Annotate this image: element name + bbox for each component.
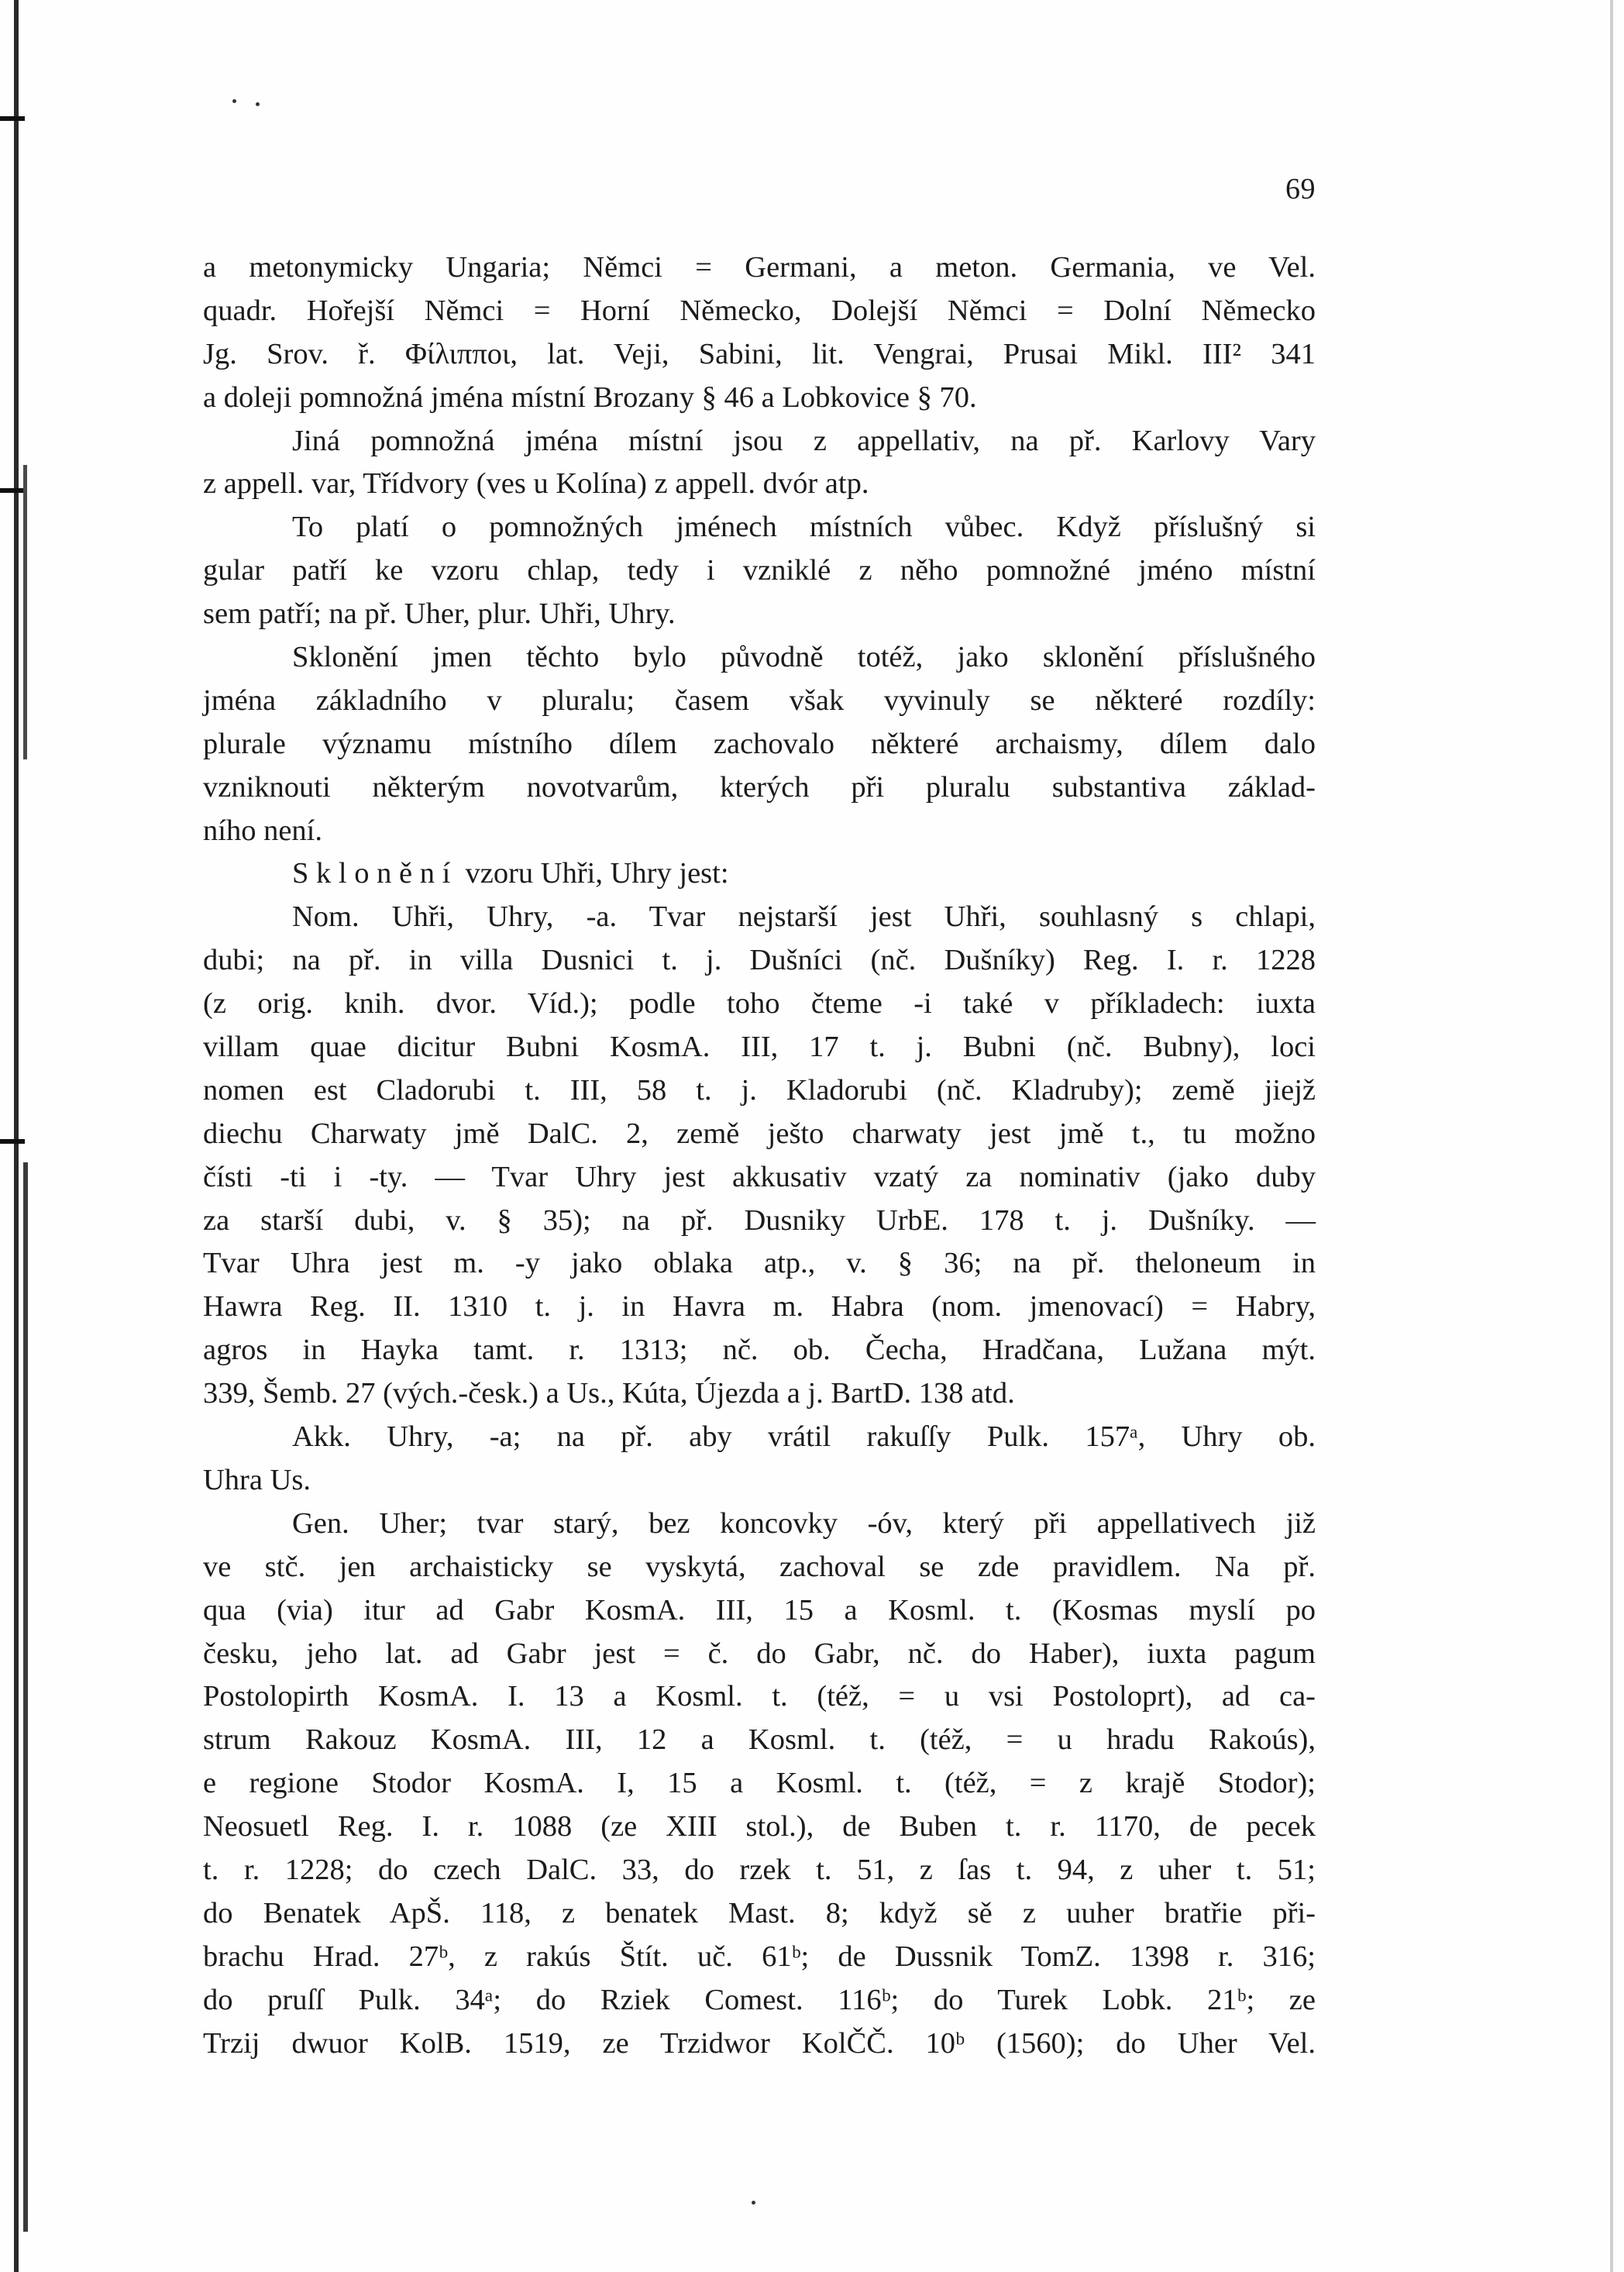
text-line: Hawra Reg. II. 1310 t. j. in Havra m. Habra (nom. jmenovací) = Habry,	[203, 1290, 1316, 1324]
scan-speck	[752, 2201, 755, 2205]
scan-speck	[256, 102, 260, 106]
text-line: vzniknouti některým novotvarům, kterých při pluralu substantiva základ-	[203, 770, 1316, 804]
text-line: čísti -ti i -ty. — Tvar Uhry jest akkusativ vzatý za nominativ (jako duby	[203, 1160, 1316, 1193]
text-line: Neosuetl Reg. I. r. 1088 (ze XIII stol.), de Buben t. r. 1170, de pecek	[203, 1810, 1316, 1843]
text-line: Uhra Us.	[203, 1463, 311, 1496]
text-line: jména základního v pluralu; časem však vyvinuly se některé rozdíly:	[203, 683, 1316, 717]
text-line: Nom. Uhři, Uhry, -a. Tvar nejstarší jest Uhři, souhlasný s chlapi,	[292, 900, 1316, 934]
text-line: plurale významu místního dílem zachovalo některé archaismy, dílem dalo	[203, 727, 1316, 760]
text-line: Tvar Uhra jest m. -y jako oblaka atp., v. § 36; na př. theloneum in	[203, 1247, 1316, 1280]
text-line: nomen est Cladorubi t. III, 58 t. j. Kladorubi (nč. Kladruby); země jiejž	[203, 1073, 1316, 1107]
text-line: diechu Charwaty jmě DalC. 2, země ješto charwaty jest jmě t., tu možno	[203, 1117, 1316, 1150]
text-line: Gen. Uher; tvar starý, bez koncovky -óv, který při appellativech již	[292, 1506, 1316, 1540]
text-line: brachu Hrad. 27ᵇ, z rakús Štít. uč. 61ᵇ; de Dussnik TomZ. 1398 r. 316;	[203, 1940, 1316, 1973]
scan-speck	[232, 99, 236, 103]
text-line: a doleji pomnožná jména místní Brozany § 46 a Lobkovice § 70.	[203, 380, 977, 414]
text-line: agros in Hayka tamt. r. 1313; nč. ob. Čecha, Hradčana, Lužana mýt.	[203, 1334, 1316, 1367]
text-line: Trzij dwuor KolB. 1519, ze Trzidwor KolČČ. 10ᵇ (1560); do Uher Vel.	[203, 2026, 1316, 2060]
text-line: česku, jeho lat. ad Gabr jest = č. do Gabr, nč. do Haber), iuxta pagum	[203, 1637, 1316, 1670]
binding-tick	[0, 116, 25, 121]
text-line: quadr. Hořejší Němci = Horní Německo, Dolejší Němci = Dolní Německo	[203, 294, 1316, 327]
binding-tick	[0, 488, 23, 493]
binding-tick	[0, 1139, 25, 1144]
text-line: strum Rakouz KosmA. III, 12 a Kosml. t. (též, = u hradu Rakoús),	[203, 1723, 1316, 1757]
text-line: (z orig. knih. dvor. Víd.); podle toho čteme -i také v příkladech: iuxta	[203, 987, 1316, 1021]
text-line: t. r. 1228; do czech DalC. 33, do rzek t. 51, z ſas t. 94, z uher t. 51;	[203, 1853, 1316, 1886]
text-line: Sklonění jmen těchto bylo původně totéž, jako sklonění příslušného	[292, 641, 1316, 674]
text-line: To platí o pomnožných jménech místních vůbec. Když příslušný si	[292, 511, 1316, 544]
binding-edge	[14, 0, 19, 2272]
text-line: Postolopirth KosmA. I. 13 a Kosml. t. (též, = u vsi Postoloprt), ad ca-	[203, 1680, 1316, 1713]
text-line: Jiná pomnožná jména místní jsou z appellativ, na př. Karlovy Vary	[292, 424, 1316, 457]
text-line: e regione Stodor KosmA. I, 15 a Kosml. t. (též, = z krajě Stodor);	[203, 1767, 1316, 1800]
page-number: 69	[1285, 173, 1316, 205]
text-line: sem patří; na př. Uher, plur. Uhři, Uhry.	[203, 597, 676, 631]
text-line: ního není.	[203, 814, 322, 847]
text-line: qua (via) itur ad Gabr KosmA. III, 15 a Kosml. t. (Kosmas myslí po	[203, 1593, 1316, 1627]
text-line: Akk. Uhry, -a; na př. aby vrátil rakuſſy Pulk. 157ᵃ, Uhry ob.	[292, 1420, 1316, 1454]
text-line: Jg. Srov. ř. Φίλιπποι, lat. Veji, Sabini, lit. Vengrai, Prusai Mikl. III² 341	[203, 337, 1316, 370]
text-line: do Benatek ApŠ. 118, z benatek Mast. 8; když sě z uuher bratřie při-	[203, 1896, 1316, 1929]
text-line: 339, Šemb. 27 (vých.-česk.) a Us., Kúta, Újezda a j. BartD. 138 atd.	[203, 1377, 1015, 1410]
text-line: S k l o n ě n í vzoru Uhři, Uhry jest:	[292, 857, 729, 890]
text-line: gular patří ke vzoru chlap, tedy i vzniklé z něho pomnožné jméno místní	[203, 554, 1316, 587]
text-line: a metonymicky Ungaria; Němci = Germani, a meton. Germania, ve Vel.	[203, 251, 1316, 284]
text-line: ve stč. jen archaisticky se vyskytá, zachoval se zde pravidlem. Na př.	[203, 1550, 1316, 1583]
page-right-edge	[1610, 0, 1613, 2272]
text-line: za starší dubi, v. § 35); na př. Dusniky UrbE. 178 t. j. Dušníky. —	[203, 1203, 1316, 1237]
binding-edge-mark	[23, 1162, 28, 2232]
text-line: z appell. var, Třídvory (ves u Kolína) z appell. dvór atp.	[203, 467, 869, 501]
text-line: dubi; na př. in villa Dusnici t. j. Dušníci (nč. Dušníky) Reg. I. r. 1228	[203, 944, 1316, 977]
text-line: do pruſſ Pulk. 34ᵃ; do Rziek Comest. 116ᵇ; do Turek Lobk. 21ᵇ; ze	[203, 1983, 1316, 2016]
binding-edge-mark	[23, 465, 27, 759]
text-line: villam quae dicitur Bubni KosmA. III, 17 t. j. Bubni (nč. Bubny), loci	[203, 1031, 1316, 1064]
body-text	[203, 246, 1316, 2065]
